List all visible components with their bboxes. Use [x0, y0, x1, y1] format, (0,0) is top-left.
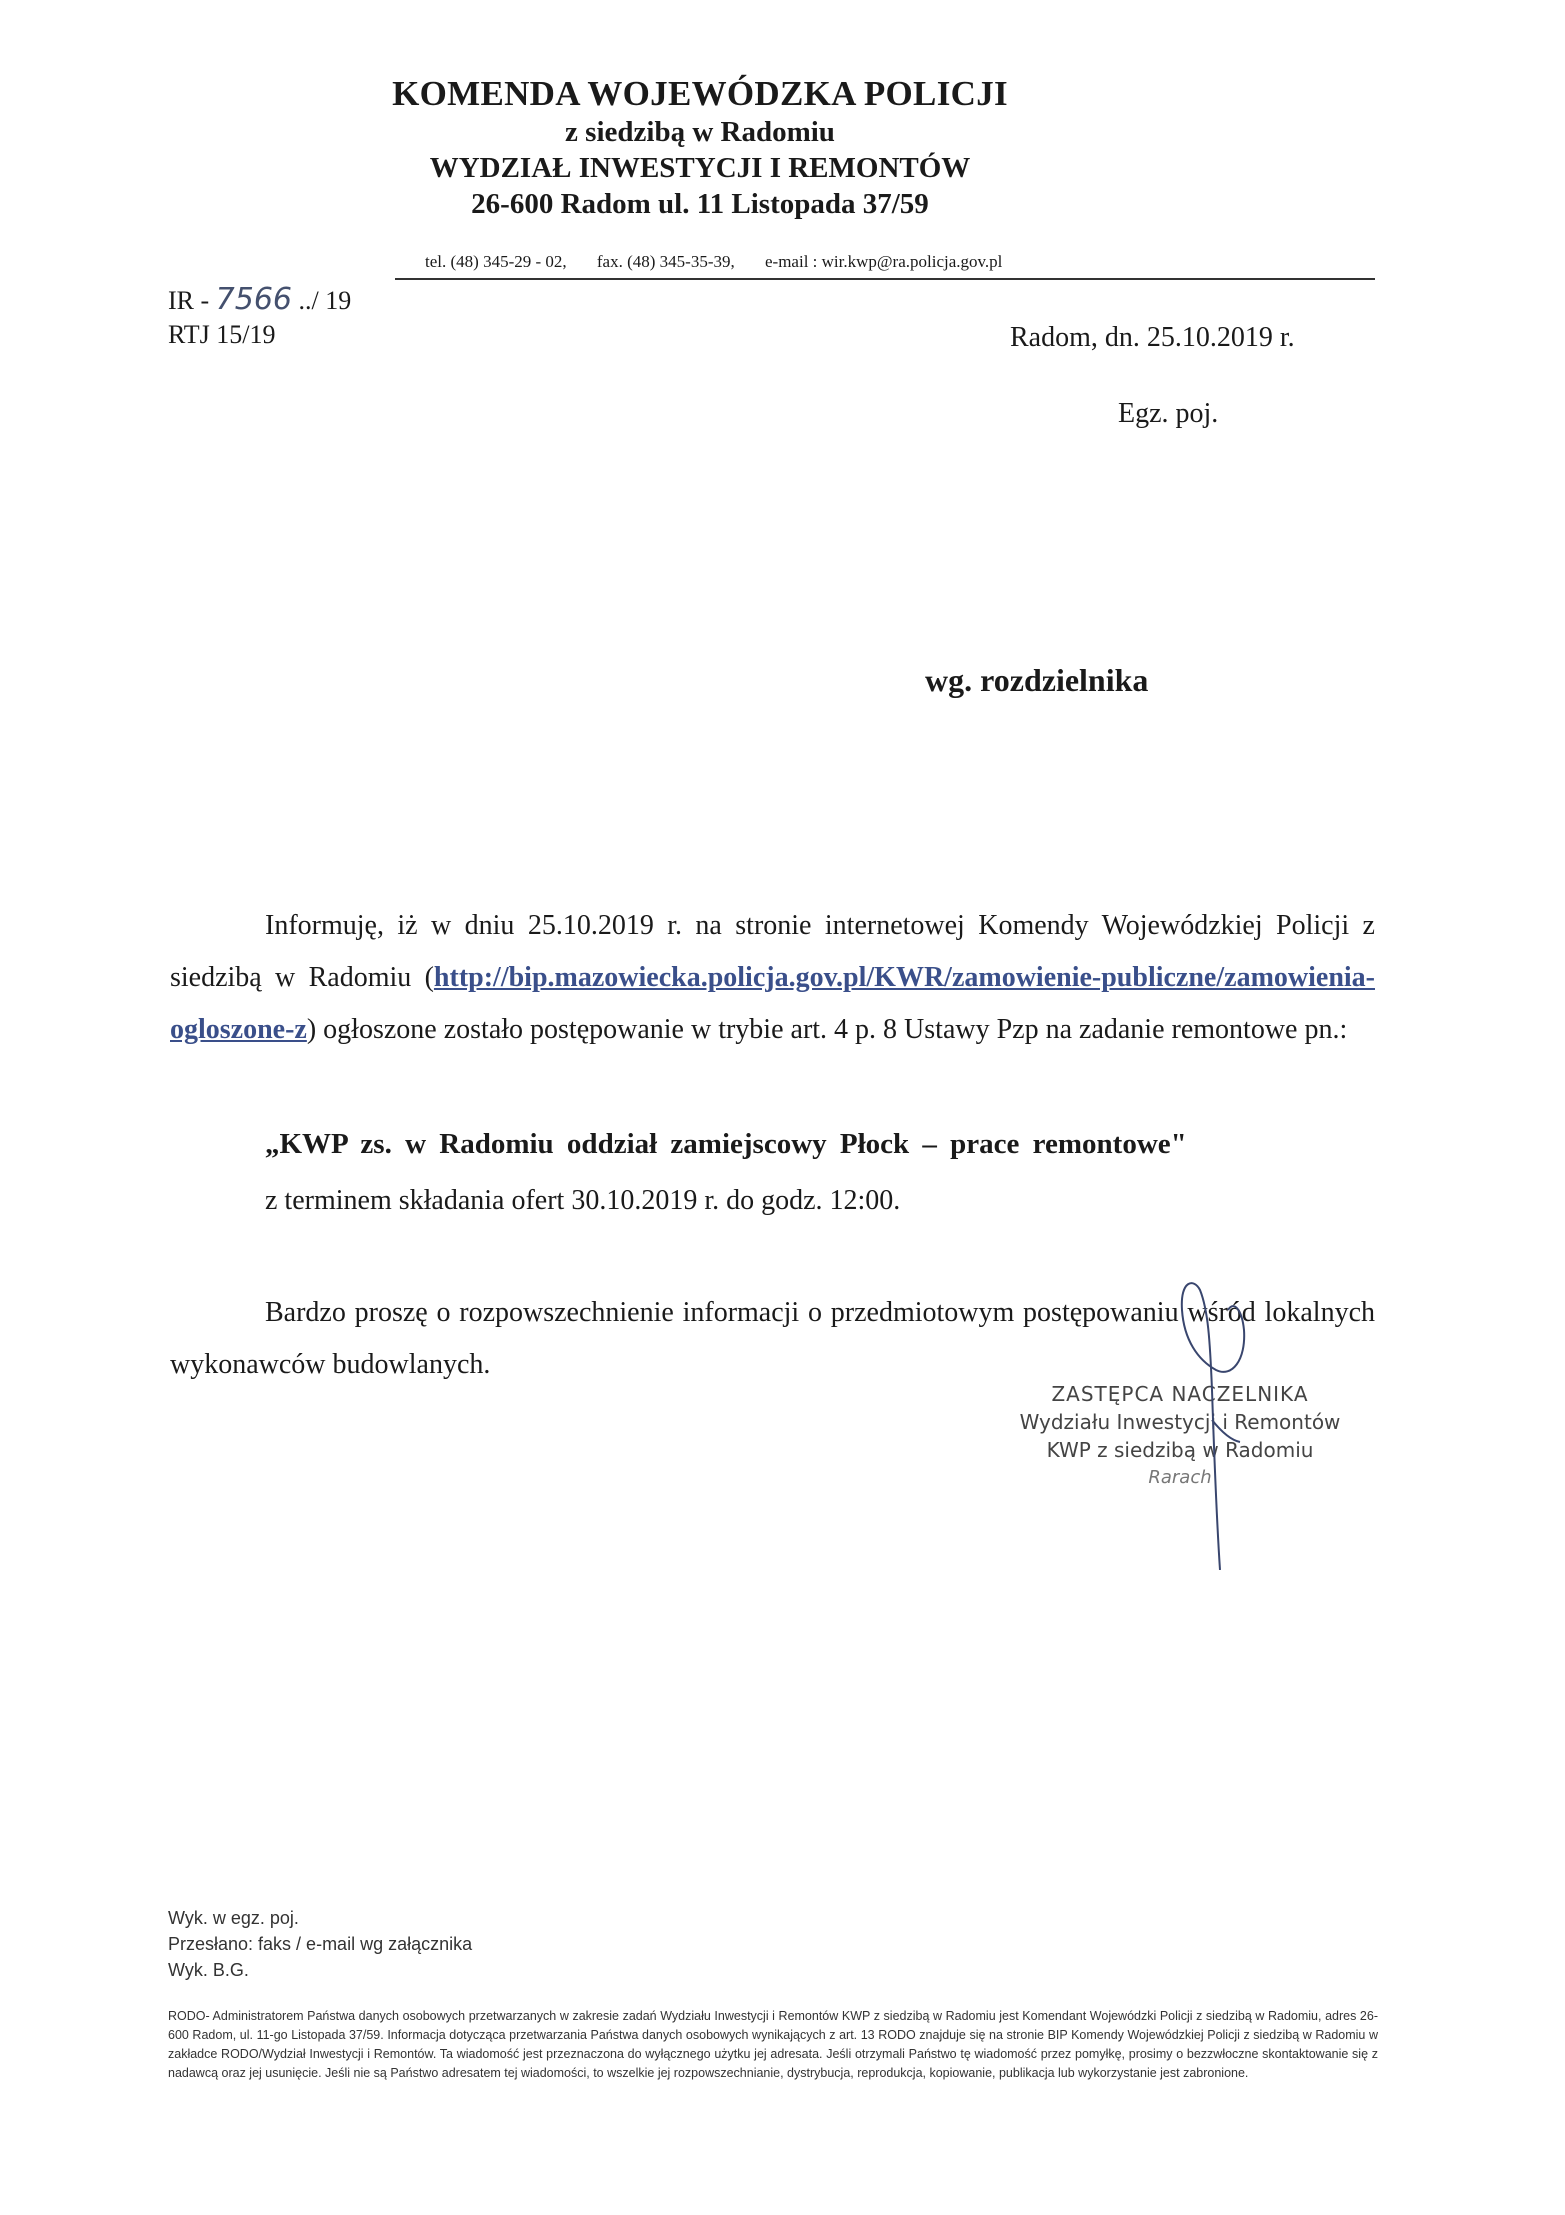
- letterhead-address: 26-600 Radom ul. 11 Listopada 37/59: [471, 188, 929, 220]
- offer-deadline: z terminem składania ofert 30.10.2019 r. do godz. 12:00.: [265, 1185, 901, 1216]
- letter-date: Radom, dn. 25.10.2019 r.: [1010, 322, 1295, 353]
- footer-sent: Przesłano: faks / e-mail wg załącznika: [168, 1934, 473, 1954]
- reference-ir-prefix: IR -: [168, 286, 210, 315]
- reference-ir: [168, 282, 351, 317]
- footer-notes: [168, 1905, 472, 1983]
- addressee: wg. rozdzielnika: [925, 662, 1149, 698]
- body-paragraph-1: [170, 900, 1375, 1056]
- header-divider: [395, 278, 1375, 280]
- body-text-start: Informuję, iż w dniu 25.10.2019 r. na stronie internetowej Komendy Wojewódzkiej Policji z siedzibą w Radomiu (: [170, 910, 1375, 993]
- copy-note: Egz. poj.: [1118, 398, 1219, 429]
- letterhead-institution: KOMENDA WOJEWÓDZKA POLICJI: [392, 74, 1008, 113]
- letterhead-seat: z siedzibą w Radomiu: [565, 116, 835, 148]
- letterhead-department: WYDZIAŁ INWESTYCJI I REMONTÓW: [429, 152, 971, 184]
- body-paragraph-2-text: Bardzo proszę o rozpowszechnienie informacji o przedmiotowym postępowaniu wśród lokalnych wykonawców budowlanych.: [170, 1297, 1375, 1380]
- stamp-line-name: Rarach: [1148, 1467, 1212, 1488]
- stamp-line-seat: KWP z siedzibą w Radomiu: [1046, 1438, 1314, 1462]
- signature-icon: [1150, 1270, 1270, 1570]
- letterhead: [300, 74, 1100, 222]
- task-title: „KWP zs. w Radomiu oddział zamiejscowy Płock – prace remontowe": [265, 1128, 1187, 1160]
- footer-prepared-by: Wyk. B.G.: [168, 1960, 249, 1980]
- reference-ir-suffix: ../ 19: [298, 286, 352, 315]
- stamp-line-department: Wydziału Inwestycji i Remontów: [1019, 1410, 1341, 1434]
- contact-tel: tel. (48) 345-29 - 02,: [425, 252, 567, 271]
- footer-copies: Wyk. w egz. poj.: [168, 1908, 299, 1928]
- bip-link[interactable]: http://bip.mazowiecka.policja.gov.pl/KWR/zamowienie-publiczne/zamowienia-ogloszone-z: [170, 962, 1375, 1045]
- stamp-line-title: ZASTĘPCA NACZELNIKA: [1051, 1382, 1309, 1406]
- body-text-end: ) ogłoszone zostało postępowanie w trybie art. 4 p. 8 Ustawy Pzp na zadanie remontowe pn.:: [306, 1014, 1348, 1045]
- rodo-notice: RODO- Administratorem Państwa danych osobowych przetwarzanych w zakresie zadań Wydziału Inwestycji i Remontów KWP z siedzibą w Radomiu jest Komendant Wojewódzki Policji z siedzibą w Radomiu, adres 26-600 Radom, ul. 11-go Listopada 37/59. Informacja dotycząca przetwarzania Państwa danych osobowych wynikających z art. 13 RODO znajduje się na stronie BIP Komendy Wojewódzkiej Policji z siedzibą w Radomiu w zakładce RODO/Wydział Inwestycji i Remontów. Ta wiadomość jest przeznaczona do wyłącznego użytku jej adresata. Jeśli otrzymali Państwo tę wiadomość przez pomyłkę, prosimy o bezzwłoczne skontaktowanie się z nadawcą oraz jej usunięcie. Jeśli nie są Państwo adresatem tej wiadomości, to wszelkie jej rozpowszechnianie, dystrybucja, reprodukcja, kopiowanie, publikacja lub wykorzystanie jest zabronione.: [168, 2009, 1378, 2080]
- reference-ir-handwritten-number: 7566: [215, 282, 293, 317]
- contact-line: [425, 252, 1028, 272]
- contact-email: e-mail : wir.kwp@ra.policja.gov.pl: [765, 252, 1003, 271]
- reference-rtj: RTJ 15/19: [168, 320, 276, 349]
- contact-fax: fax. (48) 345-35-39,: [596, 252, 735, 271]
